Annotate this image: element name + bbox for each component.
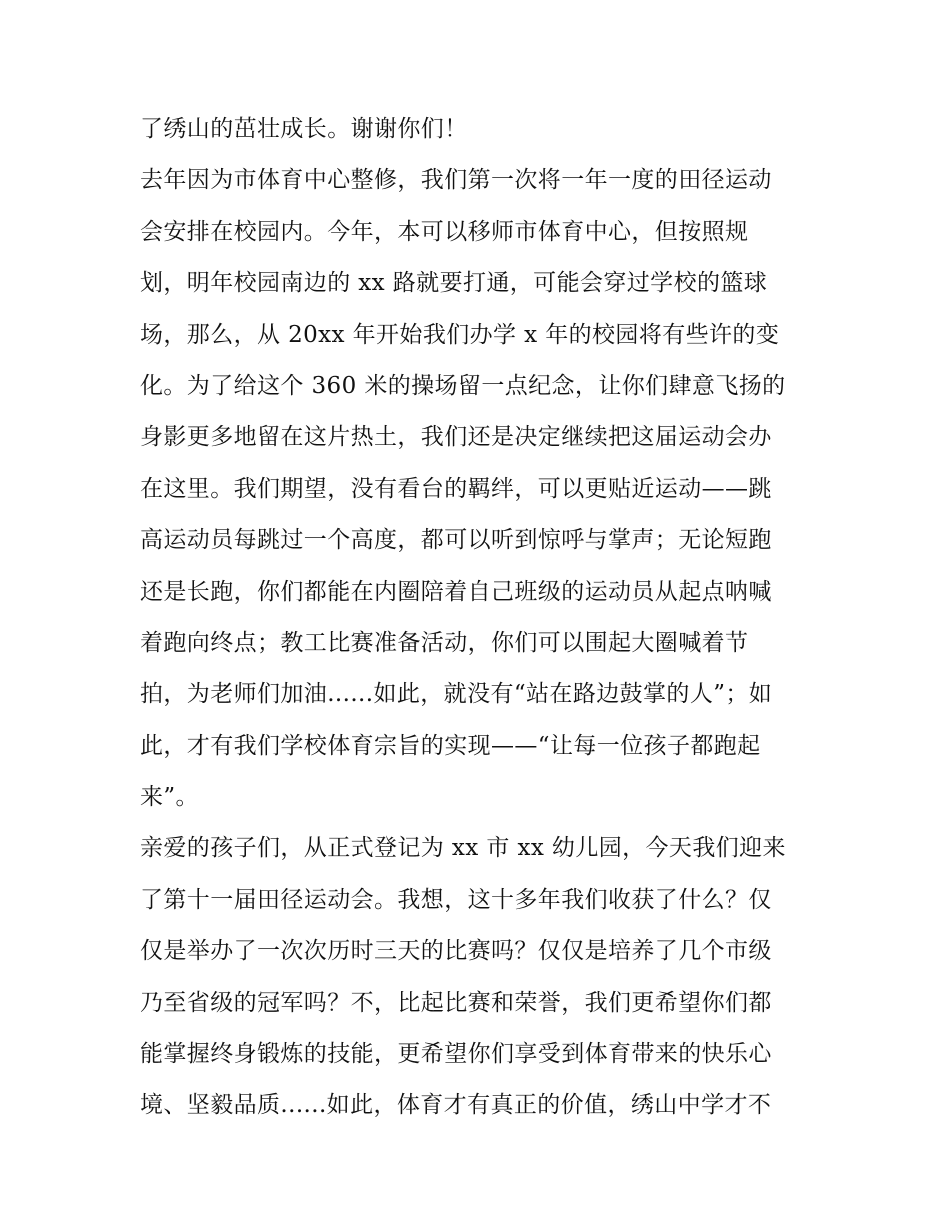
text-line: 了绣山的茁壮成长。谢谢你们！ (140, 116, 468, 142)
text-line: 高运动员每跳过一个高度，都可以听到惊呼与掌声；无论短跑 (140, 527, 772, 554)
text-line: 亲爱的孩子们，从正式登记为 xx 市 xx 幼儿园，今天我们迎来 (140, 835, 786, 862)
text-line: 乃至省级的冠军吗？不，比起比赛和荣誉，我们更希望你们都 (140, 989, 772, 1016)
text-line: 了第十一届田径运动会。我想，这十多年我们收获了什么？仅 (140, 886, 772, 913)
text-line: 会安排在校园内。今年，本可以移师市体育中心，但按照规 (140, 218, 749, 245)
text-line: 在这里。我们期望，没有看台的羁绊，可以更贴近运动——跳 (140, 475, 772, 502)
text-line: 去年因为市体育中心整修，我们第一次将一年一度的田径运动 (140, 167, 772, 194)
body-text (140, 104, 820, 1132)
text-line: 能掌握终身锻炼的技能，更希望你们享受到体育带来的快乐心 (140, 1041, 772, 1068)
text-line: 仅是举办了一次次历时三天的比赛吗？仅仅是培养了几个市级 (140, 938, 772, 965)
text-line: 划，明年校园南边的 xx 路就要打通，可能会穿过学校的篮球 (140, 270, 768, 297)
text-line: 化。为了给这个 360 米的操场留一点纪念，让你们肆意飞扬的 (140, 372, 786, 399)
text-line: 着跑向终点；教工比赛准备活动，你们可以围起大圈喊着节 (140, 629, 749, 656)
text-line: 此，才有我们学校体育宗旨的实现——“让每一位孩子都跑起 (140, 732, 761, 759)
text-line: 拍，为老师们加油......如此，就没有“站在路边鼓掌的人”；如 (140, 681, 773, 708)
text-line: 境、坚毅品质......如此，体育才有真正的价值，绣山中学才不 (140, 1092, 772, 1119)
text-line: 场，那么，从 20xx 年开始我们办学 x 年的校园将有些许的变 (140, 321, 780, 348)
text-line: 来”。 (140, 784, 199, 811)
text-line: 身影更多地留在这片热土，我们还是决定继续把这届运动会办 (140, 424, 772, 451)
text-line: 还是长跑，你们都能在内圈陪着自己班级的运动员从起点呐喊 (140, 578, 772, 605)
